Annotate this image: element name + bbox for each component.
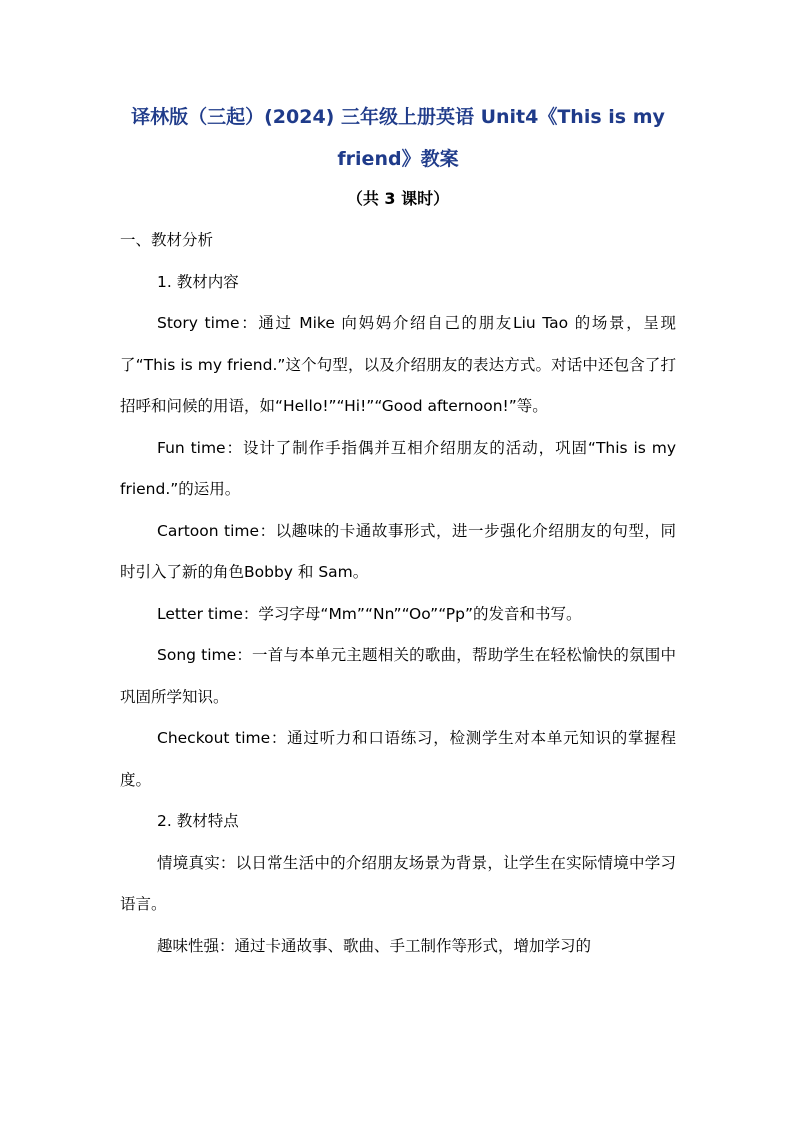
paragraph-fun-time: Fun time：设计了制作手指偶并互相介绍朋友的活动，巩固“This is my friend.”的运用。 — [120, 438, 676, 498]
subsection-heading-content: 1. 教材内容 — [157, 272, 239, 291]
paragraph-checkout-time: Checkout time：通过听力和口语练习，检测学生对本单元知识的掌握程度。 — [120, 729, 676, 789]
paragraph-feature-realistic: 情境真实：以日常生活中的介绍朋友场景为背景，让学生在实际情境中学习语言。 — [120, 853, 676, 913]
paragraph-letter-time: Letter time：学习字母“Mm”“Nn”“Oo”“Pp”的发音和书写。 — [157, 604, 582, 623]
paragraph-cartoon-time: Cartoon time：以趣味的卡通故事形式，进一步强化介绍朋友的句型，同时引入了新的角色Bobby 和 Sam。 — [120, 521, 676, 581]
paragraph-feature-fun: 趣味性强：通过卡通故事、歌曲、手工制作等形式，增加学习的 — [157, 936, 592, 955]
paragraph-story-time: Story time：通过 Mike 向妈妈介绍自己的朋友Liu Tao 的场景，呈现了“This is my friend.”这个句型，以及介绍朋友的表达方式。对话中还包含了打招呼和问候的用语，如“Hello!”“Hi!”“Good afternoon!”等。 — [120, 314, 676, 415]
document-subtitle: （共 3 课时） — [346, 189, 450, 208]
document-page — [120, 96, 676, 967]
section-heading-textbook-analysis: 一、教材分析 — [120, 231, 214, 249]
paragraph-song-time: Song time：一首与本单元主题相关的歌曲，帮助学生在轻松愉快的氛围中巩固所学知识。 — [120, 646, 676, 706]
subsection-heading-features: 2. 教材特点 — [157, 812, 239, 830]
document-title: 译林版（三起）(2024) 三年级上册英语 Unit4《This is my friend》教案 — [131, 106, 665, 170]
